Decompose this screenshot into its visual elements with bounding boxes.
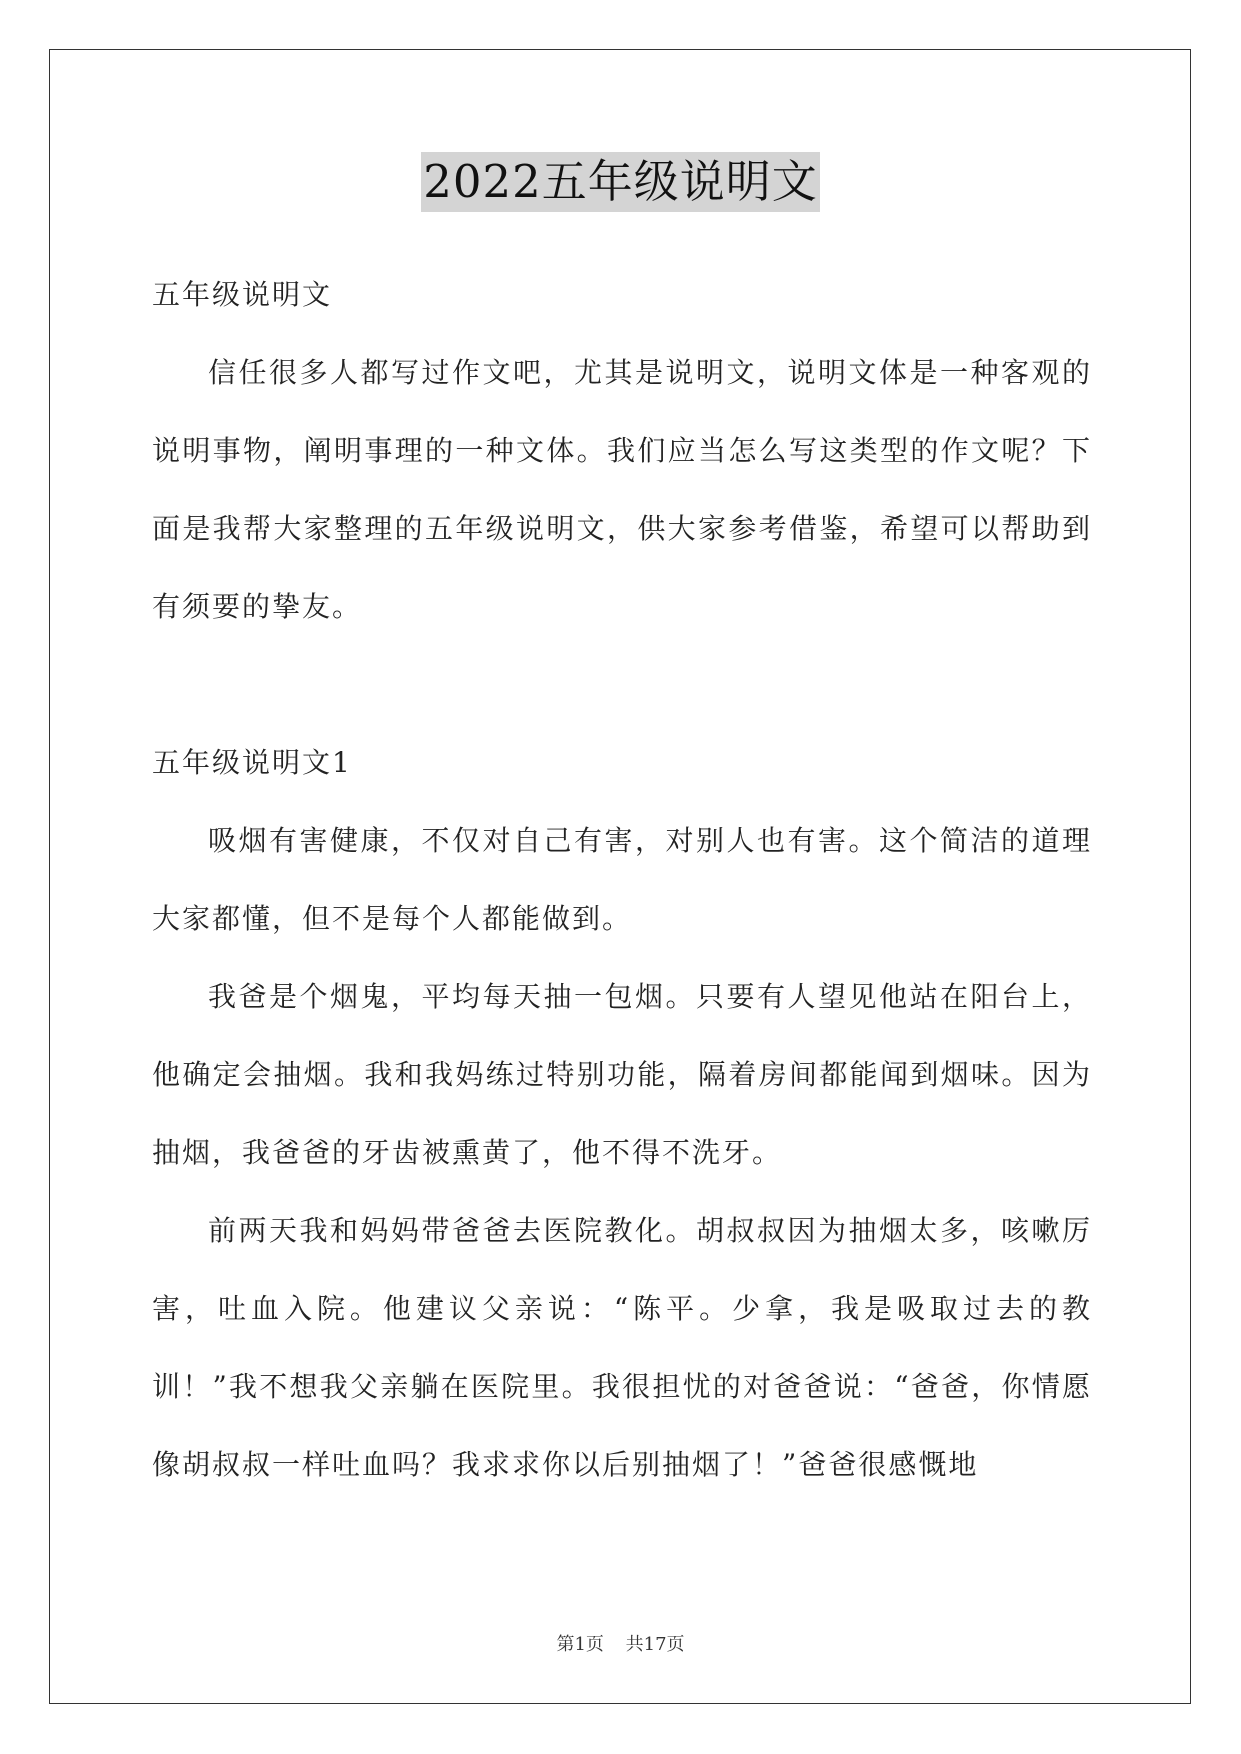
page-footer <box>0 1630 1241 1656</box>
spacer <box>152 646 1092 724</box>
title-container <box>0 152 1241 212</box>
paragraph: 信任很多人都写过作文吧，尤其是说明文，说明文体是一种客观的说明事物，阐明事理的一种文体。我们应当怎么写这类型的作文呢？下面是我帮大家整理的五年级说明文，供大家参考借鉴，希望可以帮助到有须要的挚友。 <box>152 356 1092 623</box>
document-body <box>152 256 1092 1504</box>
paragraph: 我爸是个烟鬼，平均每天抽一包烟。只要有人望见他站在阳台上，他确定会抽烟。我和我妈练过特别功能，隔着房间都能闻到烟味。因为抽烟，我爸爸的牙齿被熏黄了，他不得不洗牙。 <box>152 980 1092 1169</box>
paragraph: 前两天我和妈妈带爸爸去医院教化。胡叔叔因为抽烟太多，咳嗽厉害，吐血入院。他建议父亲说：“陈平。少拿，我是吸取过去的教训！”我不想我父亲躺在医院里。我很担忧的对爸爸说：“爸爸，你情愿像胡叔叔一样吐血吗？我求求你以后别抽烟了！”爸爸很感慨地 <box>152 1214 1092 1481</box>
section-heading: 五年级说明文 <box>152 278 333 311</box>
page-total: 共17页 <box>625 1634 685 1655</box>
paragraph: 吸烟有害健康，不仅对自己有害，对别人也有害。这个简洁的道理大家都懂，但不是每个人都能做到。 <box>152 824 1092 935</box>
section-heading: 五年级说明文1 <box>152 746 352 779</box>
document-title: 2022五年级说明文 <box>421 152 820 212</box>
page-number: 第1页 <box>556 1634 604 1655</box>
